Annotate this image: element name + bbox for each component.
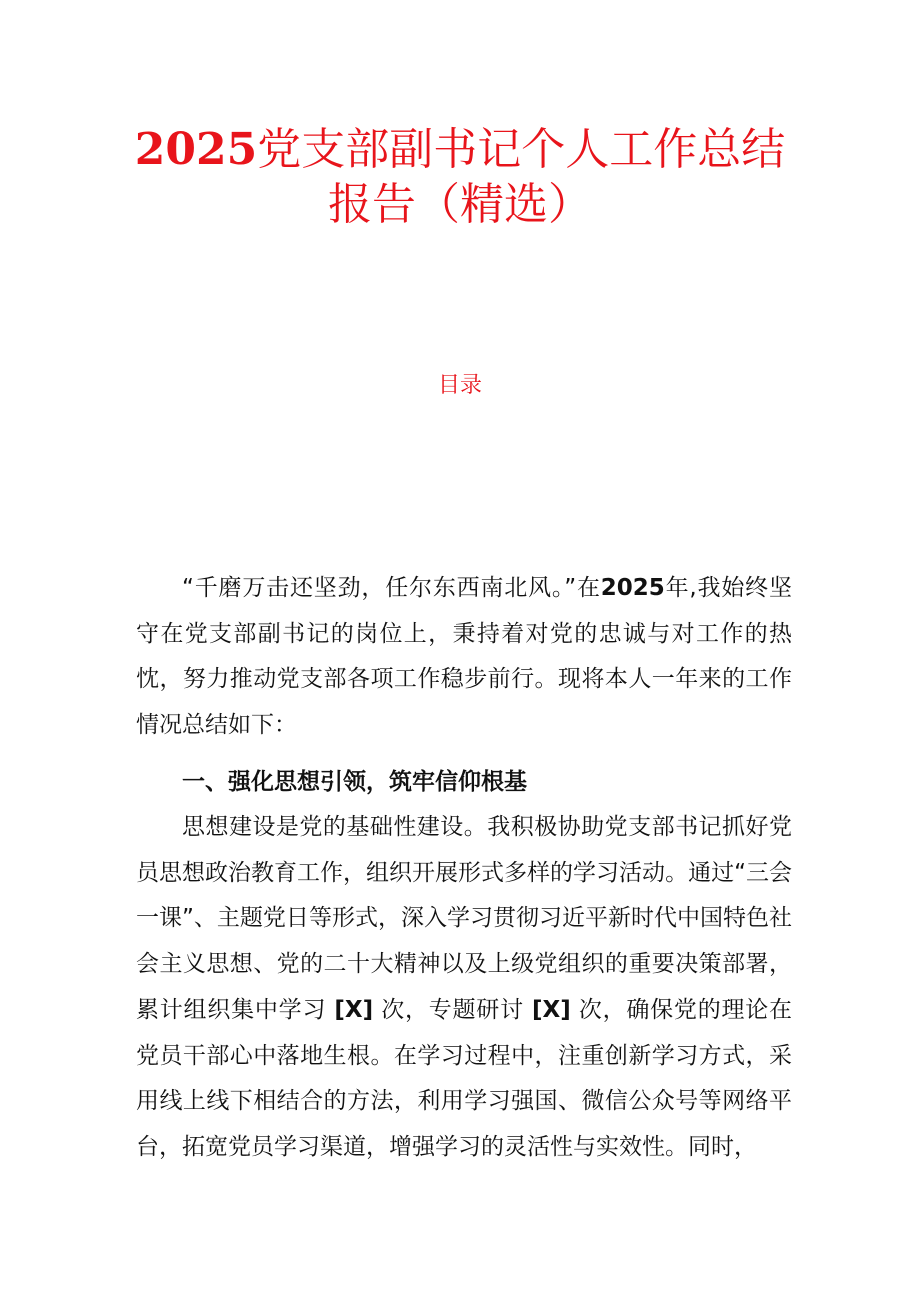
section-1-text-b: 次，专题研讨 [381, 996, 524, 1023]
intro-text-a: “千磨万击还坚劲，任尔东西南北风。”在 [182, 575, 601, 601]
intro-paragraph [136, 566, 792, 749]
intro-text-b: 年,我始终坚守在党支部副书记的岗位上，秉持着对党的忠诚与对工作的热忱，努力推动党支部各项工作稳步前行。现将本人一年来的工作情况总结如下： [136, 575, 792, 739]
section-1-paragraph [136, 805, 792, 1171]
title-year: 2025 [134, 124, 258, 175]
title-text: 党支部副书记个人工作总结 [257, 124, 786, 175]
document-title-line1 [0, 120, 920, 180]
toc-heading: 目录 [437, 373, 482, 398]
section-1-text-a: 思想建设是党的基础性建设。我积极协助党支部书记抓好党员思想政治教育工作，组织开展形式多样的学习活动。通过“三会一课”、主题党日等形式，深入学习贯彻习近平新时代中国特色社会主义思想、党的二十大精神以及上级党组织的重要决策部署，累计组织集中学习 [136, 814, 792, 1023]
document-title-line2: 报告（精选） [328, 179, 592, 230]
section-1-placeholder-1: [X] [334, 996, 374, 1023]
section-1-heading: 一、强化思想引领，筑牢信仰根基 [182, 769, 527, 795]
section-1-text-c: 次，确保党的理论在党员干部心中落地生根。在学习过程中，注重创新学习方式，采用线上线下相结合的方法，利用学习强国、微信公众号等网络平台，拓宽党员学习渠道，增强学习的灵活性与实效性。同时， [136, 996, 793, 1160]
section-1-heading-block [136, 760, 792, 806]
section-1-placeholder-2: [X] [531, 996, 571, 1023]
intro-year: 2025 [600, 575, 665, 601]
